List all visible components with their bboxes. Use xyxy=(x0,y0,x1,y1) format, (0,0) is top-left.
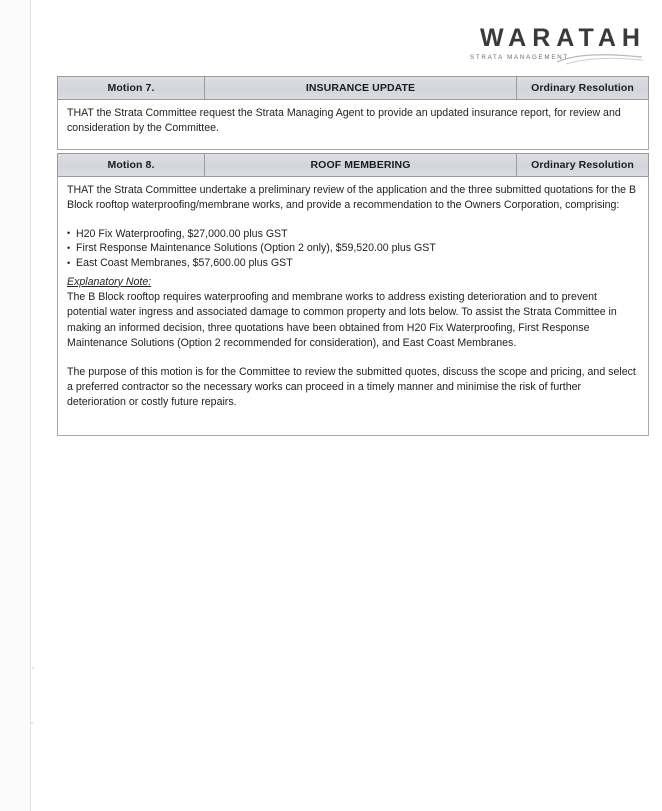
list-item: • First Response Maintenance Solutions (Option 2 only), $59,520.00 plus GST xyxy=(67,241,639,256)
explanatory-note-heading: Explanatory Note: xyxy=(67,275,152,288)
motion-8-header-row xyxy=(57,153,649,177)
scan-speck xyxy=(31,722,33,724)
scan-margin-artifact xyxy=(0,0,30,811)
logo-tagline: STRATA MANAGEMENT xyxy=(470,54,569,61)
motion-8-body xyxy=(57,177,649,436)
waratah-logo xyxy=(462,24,646,68)
motion-7-resolution-type: Ordinary Resolution xyxy=(531,82,634,94)
list-item: • H20 Fix Waterproofing, $27,000.00 plus GST xyxy=(67,227,639,242)
explanatory-note-text: The B Block rooftop requires waterproofing and membrane works to address existing deterioration and to prevent potential water ingress and associated damage to common property and lots below. To assist the Strata Committee in making an informed decision, three quotations have been obtained from H20 Fix Waterproofing, First Response Maintenance Solutions (Option 2 recommended for consideration), and East Coast Membranes. xyxy=(67,291,617,350)
scan-edge-line xyxy=(30,0,31,811)
motion-7-block xyxy=(57,76,649,150)
explanatory-note-heading-wrap xyxy=(67,271,639,290)
logo-wordmark: WARATAH xyxy=(479,24,646,52)
motion-8-title: ROOF MEMBERING xyxy=(205,154,517,176)
motion-7-body xyxy=(57,100,649,150)
swoosh-icon xyxy=(556,52,644,65)
list-item: • East Coast Membranes, $57,600.00 plus GST xyxy=(67,256,639,271)
motion-8-resolution-type: Ordinary Resolution xyxy=(531,159,634,171)
motion-8-block xyxy=(57,153,649,436)
quotation-list xyxy=(67,227,639,271)
motion-8-purpose-text: The purpose of this motion is for the Committee to review the submitted quotes, discuss the scope and pricing, and select a preferred contractor so the necessary works can proceed in a timely manner and minimise the risk of further deterioration or costly future repairs. xyxy=(67,365,636,409)
motion-7-number: Motion 7. xyxy=(58,77,205,99)
motion-7-header-row xyxy=(57,76,649,100)
motion-7-title: INSURANCE UPDATE xyxy=(205,77,517,99)
logo-tagline-row xyxy=(462,54,640,68)
scan-speck xyxy=(32,667,34,669)
motion-7-body-text: THAT the Strata Committee request the Strata Managing Agent to provide an updated insurance report, for review and consideration by the Committee. xyxy=(67,107,621,135)
motion-8-number: Motion 8. xyxy=(58,154,205,176)
motion-8-body-text: THAT the Strata Committee undertake a preliminary review of the application and the three submitted quotations for the B Block rooftop waterproofing/membrane works, and provide a recommendation to the Owners Corporation, comprising: xyxy=(67,184,637,212)
